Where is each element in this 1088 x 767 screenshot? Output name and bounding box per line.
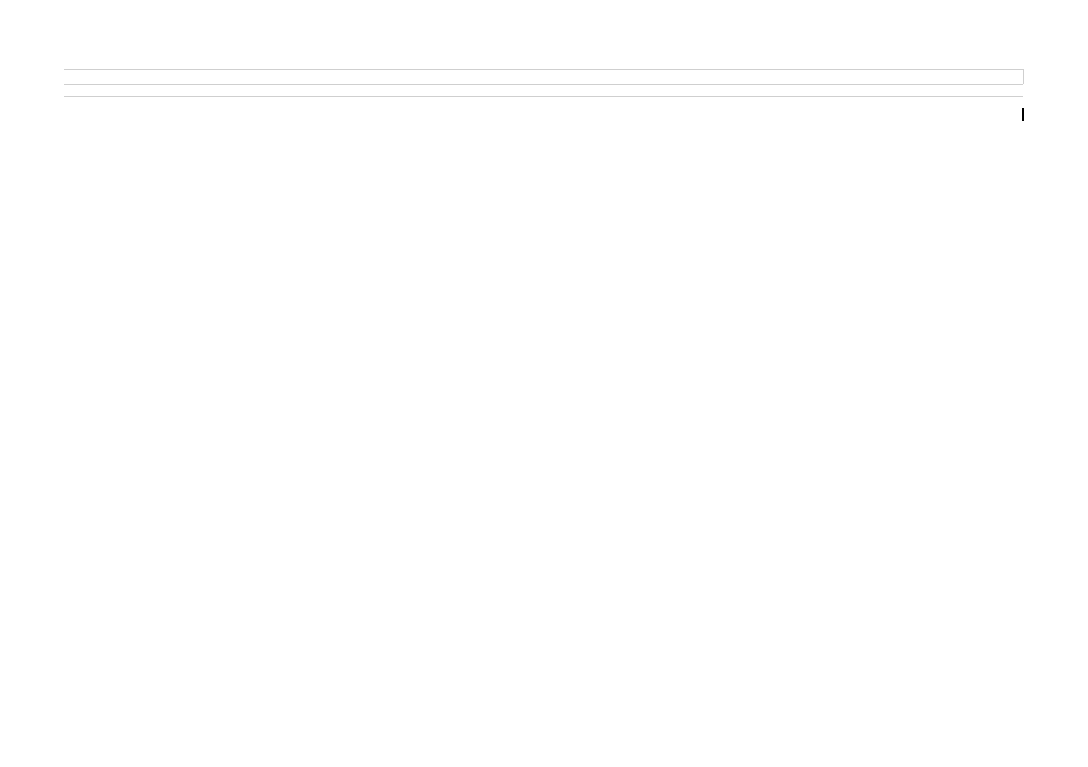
page-title	[64, 69, 1024, 84]
margin-mark	[1022, 108, 1024, 121]
page-subtitle	[64, 84, 1023, 97]
